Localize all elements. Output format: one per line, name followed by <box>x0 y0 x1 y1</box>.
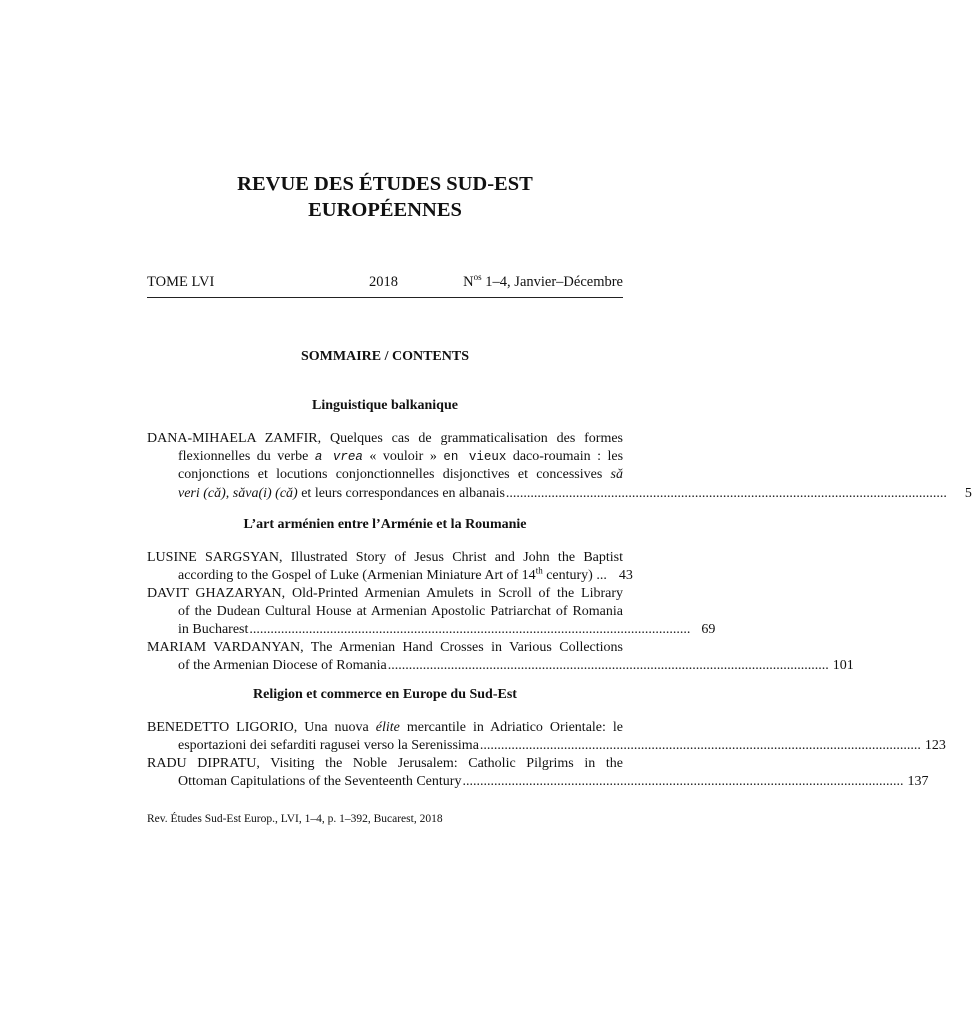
journal-title <box>147 171 623 223</box>
toc-entry-line: esportazioni dei sefarditi ragusei verso la Serenissima .............................................................................................................................. 123 <box>147 737 623 755</box>
toc-entry-zamfir[interactable] <box>147 430 972 503</box>
toc-entry-line: conjonctions et locutions conjonctionnelles disjonctives et concessives să <box>178 467 623 483</box>
toc-entry-sargsyan[interactable] <box>147 549 633 585</box>
toc-entry-line: DANA-MIHAELA ZAMFIR, Quelques cas de grammaticalisation des formes <box>147 431 623 446</box>
page-number: 5 <box>964 485 972 501</box>
toc-entry-line: in Bucharest .............................................................................................................................. 69 <box>147 621 623 639</box>
toc-entry-line: veri (că), săva(i) (că) et leurs correspondances en albanais .............................................................................................................................. 5 <box>147 485 623 503</box>
toc-entry-line: according to the Gospel of Luke (Armenian Miniature Art of 14th century) ... 43 <box>147 567 623 585</box>
toc-entry-line: MARIAM VARDANYAN, The Armenian Hand Crosses in Various Collections <box>147 640 623 655</box>
toc-entry-ghazaryan[interactable] <box>147 585 716 640</box>
journal-title-line-1: REVUE DES ÉTUDES SUD-EST <box>237 173 533 195</box>
tome-label: TOME LVI <box>147 274 215 290</box>
issue-info-row <box>147 274 623 294</box>
issue-number-text: 1–4, Janvier–Décembre <box>481 274 623 290</box>
issue-number-superscript: os <box>473 272 482 283</box>
dot-leader: .............................................................................................................................. <box>462 774 904 790</box>
toc-entry-line: Ottoman Capitulations of the Seventeenth Century .............................................................................................................................. 137 <box>147 773 623 791</box>
journal-title-line-2: EUROPÉENNES <box>308 199 462 221</box>
section-heading-linguistics: Linguistique balkanique <box>312 398 458 413</box>
page-number: 123 <box>924 738 946 754</box>
page-number: 101 <box>832 658 854 674</box>
toc-entry-line: of the Dudean Cultural House at Armenian Apostolic Patriarchat of Romania <box>178 604 623 620</box>
toc-entry-vardanyan[interactable] <box>147 639 854 675</box>
toc-entry-line: flexionnelles du verbe a vrea « vouloir » en vieux daco-roumain : les <box>178 449 624 465</box>
issue-year: 2018 <box>369 274 398 290</box>
toc-entry-ligorio[interactable] <box>147 719 946 755</box>
toc-entry-line: LUSINE SARGSYAN, Illustrated Story of Jesus Christ and John the Baptist <box>147 550 623 565</box>
issue-numbers <box>463 274 623 291</box>
section-heading-religion-commerce: Religion et commerce en Europe du Sud-Est <box>253 687 517 702</box>
header-divider <box>147 297 623 298</box>
page-number: 69 <box>701 622 716 638</box>
contents-heading: SOMMAIRE / CONTENTS <box>300 349 470 364</box>
page-number: 137 <box>907 774 929 790</box>
journal-citation: Rev. Études Sud-Est Europ., LVI, 1–4, p. 1–392, Bucarest, 2018 <box>147 813 443 825</box>
toc-entry-line: DAVIT GHAZARYAN, Old-Printed Armenian Amulets in Scroll of the Library <box>147 586 623 601</box>
toc-entry-dipratu[interactable] <box>147 755 929 791</box>
dot-leader: .............................................................................................................................. <box>249 622 691 638</box>
dot-leader: .............................................................................................................................. <box>479 738 921 754</box>
dot-leader: .............................................................................................................................. <box>387 658 829 674</box>
issue-number-prefix: N <box>463 274 474 290</box>
toc-entry-line: of the Armenian Diocese of Romania .............................................................................................................................. 101 <box>147 657 623 675</box>
page-number: 43 <box>618 568 633 584</box>
toc-entry-line: BENEDETTO LIGORIO, Una nuova élite mercantile in Adriatico Orientale: le <box>147 720 624 735</box>
dot-leader: .............................................................................................................................. <box>505 485 947 501</box>
toc-entry-line: RADU DIPRATU, Visiting the Noble Jerusalem: Catholic Pilgrims in the <box>147 756 623 771</box>
section-heading-armenian-art: L’art arménien entre l’Arménie et la Roumanie <box>243 517 527 532</box>
